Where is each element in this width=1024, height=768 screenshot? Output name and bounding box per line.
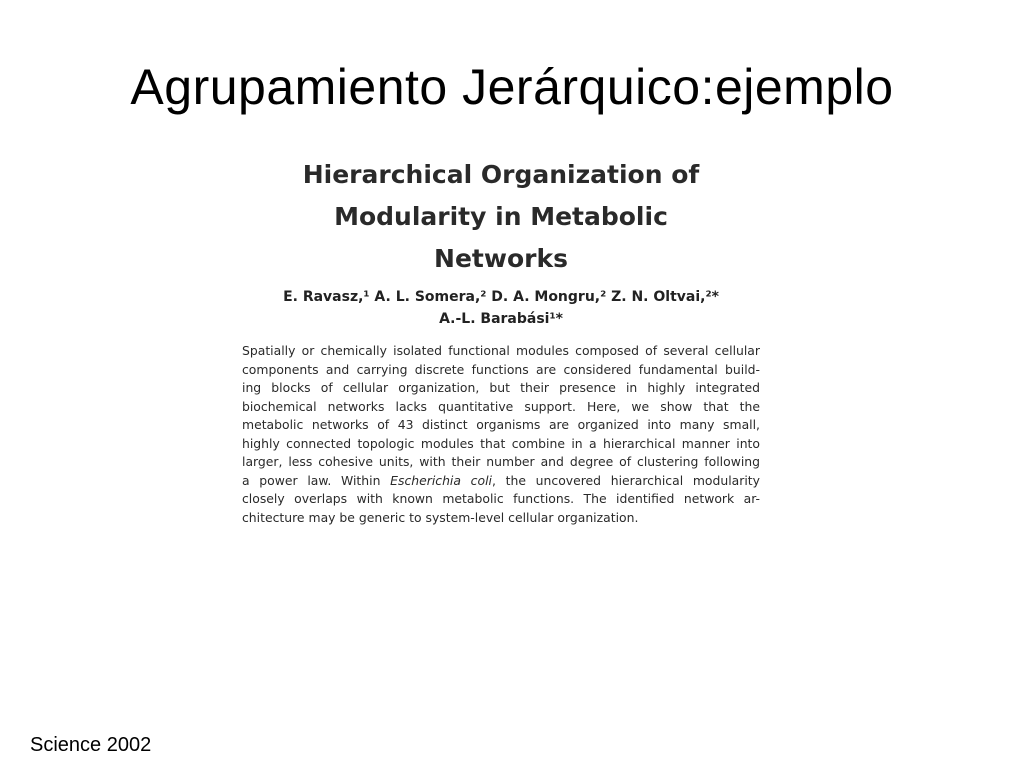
slide-title: Agrupamiento Jerárquico:ejemplo <box>130 59 894 115</box>
abstract-line: chitecture may be generic to system-level cellular organization. <box>242 509 639 525</box>
source-caption: Science 2002 <box>30 734 152 756</box>
abstract-line: components and carrying discrete functions are considered fundamental build- <box>242 361 760 377</box>
paper-authors <box>240 286 762 330</box>
paper-title-line: Hierarchical Organization of <box>302 160 700 189</box>
paper-excerpt-image <box>240 150 762 528</box>
paper-abstract <box>242 342 760 527</box>
paper-title <box>240 154 762 280</box>
abstract-line: ing blocks of cellular organization, but their presence in highly integrated <box>242 380 760 395</box>
abstract-line: biochemical networks lacks quantitative support. Here, we show that the <box>242 398 760 414</box>
paper-title-line: Modularity in Metabolic <box>334 202 668 231</box>
abstract-line: larger, less cohesive units, with their number and degree of clustering following <box>242 454 760 469</box>
paper-authors-line: A.-L. Barabási¹* <box>439 311 563 327</box>
abstract-line: Spatially or chemically isolated functional modules composed of several cellular <box>242 343 760 358</box>
abstract-line: closely overlaps with known metabolic functions. The identified network ar- <box>242 491 760 506</box>
abstract-line: a power law. Within Escherichia coli, the uncovered hierarchical modularity <box>242 472 760 488</box>
abstract-line: highly connected topologic modules that combine in a hierarchical manner into <box>242 435 760 451</box>
paper-title-line: Networks <box>434 244 568 273</box>
abstract-line: metabolic networks of 43 distinct organisms are organized into many small, <box>242 417 760 432</box>
paper-authors-line: E. Ravasz,¹ A. L. Somera,² D. A. Mongru,² Z. N. Oltvai,²* <box>283 289 719 305</box>
